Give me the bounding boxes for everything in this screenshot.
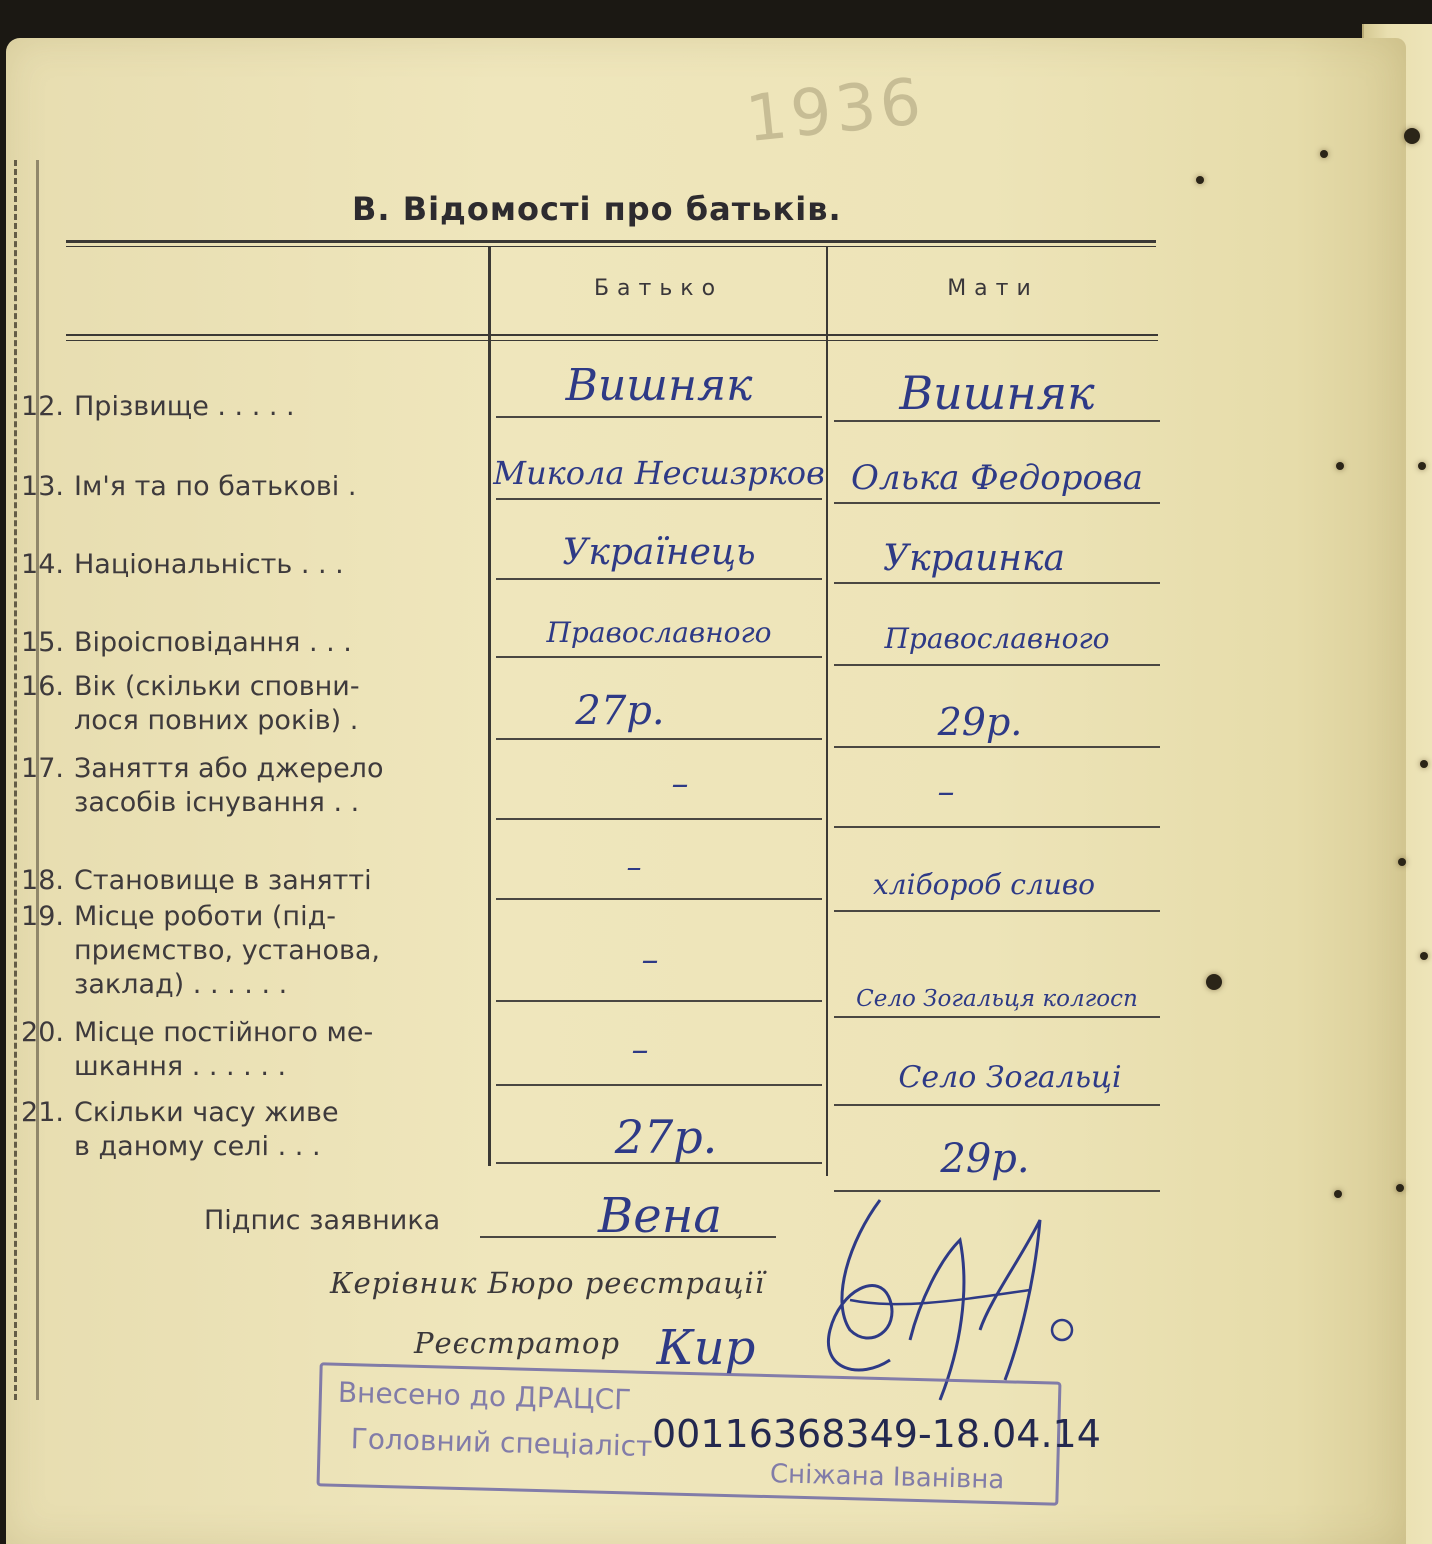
mother-line-18 xyxy=(834,910,1160,912)
punch-hole xyxy=(1404,128,1420,144)
stamp-line-1: Внесено до ДРАЦСГ xyxy=(337,1375,632,1417)
row-label-position: 18. Становище в занятті xyxy=(21,865,372,896)
row-label-age: 16. Вік (скільки сповни- лося повних років) . xyxy=(21,671,360,736)
mother-line-13 xyxy=(834,502,1160,504)
father-line-18 xyxy=(496,898,822,900)
stamp-line-2: Головний спеціаліст xyxy=(350,1422,653,1464)
mother-surname: Вишняк xyxy=(899,366,1095,420)
row-label-nationality: 14. Національність . . . xyxy=(21,549,344,580)
header-bottom-rule xyxy=(66,334,1158,336)
mother-nationality: Украинка xyxy=(883,538,1065,579)
pencil-note: 1936 xyxy=(742,64,929,158)
father-line-17 xyxy=(496,818,822,820)
column-divider-left xyxy=(488,246,491,1166)
applicant-signature: Вена xyxy=(598,1188,722,1244)
punch-hole xyxy=(1320,150,1328,158)
punch-hole xyxy=(1420,952,1428,960)
punch-hole xyxy=(1206,974,1222,990)
row-label-name: 13. Ім'я та по батькові . xyxy=(21,471,357,502)
father-surname: Вишняк xyxy=(565,360,753,411)
section-heading: В. Відомості про батьків. xyxy=(352,190,842,228)
father-residence: – xyxy=(631,1030,649,1070)
mother-position: хлібороб сливо xyxy=(873,868,1095,901)
father-line-12 xyxy=(496,416,822,418)
mother-line-14 xyxy=(834,582,1160,584)
father-name: Микола Несшзрков xyxy=(493,454,825,492)
mother-workplace: Село Зогальця колгосп xyxy=(856,986,1138,1012)
table-top-rule xyxy=(66,240,1156,243)
row-label-workplace: 19. Місце роботи (під- приємство, установа, заклад) . . . . . . xyxy=(21,901,381,1000)
stamp-name: Сніжана Іванівна xyxy=(769,1459,1005,1496)
mother-residence: Село Зогальці xyxy=(898,1060,1122,1095)
father-line-16 xyxy=(496,738,822,740)
father-duration: 27р. xyxy=(614,1110,718,1164)
registrar-label: Реєстратор xyxy=(414,1326,621,1360)
punch-hole xyxy=(1334,1190,1342,1198)
father-line-19 xyxy=(496,1000,822,1002)
punch-hole xyxy=(1398,858,1406,866)
mother-line-17 xyxy=(834,826,1160,828)
mother-column-header: Мати xyxy=(947,276,1039,301)
mother-religion: Православного xyxy=(884,622,1110,655)
applicant-signature-label: Підпис заявника xyxy=(204,1205,441,1236)
punch-hole xyxy=(1420,760,1428,768)
mother-line-19 xyxy=(834,1016,1160,1018)
mother-line-15 xyxy=(834,664,1160,666)
punch-hole xyxy=(1196,176,1204,184)
mother-occupation: – xyxy=(937,772,955,812)
header-bottom-rule-thin xyxy=(66,340,1158,341)
row-label-surname: 12. Прізвище . . . . . xyxy=(21,391,295,422)
father-line-13 xyxy=(496,498,822,500)
father-line-14 xyxy=(496,578,822,580)
father-workplace: – xyxy=(641,940,659,980)
father-nationality: Українець xyxy=(562,532,756,573)
column-divider-right xyxy=(826,246,828,1176)
punch-hole xyxy=(1396,1184,1404,1192)
father-religion: Православного xyxy=(546,616,772,649)
row-label-religion: 15. Віроісповідання . . . xyxy=(21,627,352,658)
mother-line-20 xyxy=(834,1104,1160,1106)
father-age: 27р. xyxy=(575,688,665,734)
father-line-15 xyxy=(496,656,822,658)
registrar-signature: Кир xyxy=(656,1320,756,1376)
mother-line-16 xyxy=(834,746,1160,748)
mother-age: 29р. xyxy=(937,700,1023,744)
father-line-20 xyxy=(496,1084,822,1086)
row-label-duration: 21. Скільки часу живе в даному селі . . . xyxy=(21,1097,339,1162)
punch-hole xyxy=(1336,462,1344,470)
father-column-header: Батько xyxy=(593,276,724,301)
punch-hole xyxy=(1418,462,1426,470)
stamp-number: 00116368349-18.04.14 xyxy=(652,1412,1101,1456)
father-position: – xyxy=(626,850,642,885)
row-label-occupation: 17. Заняття або джерело засобів існування . . xyxy=(21,753,384,818)
father-occupation: – xyxy=(671,764,689,804)
head-of-bureau-label: Керівник Бюро реєстрації xyxy=(330,1266,766,1300)
mother-name: Олька Федорова xyxy=(850,458,1144,498)
mother-line-12 xyxy=(834,420,1160,422)
mother-duration: 29р. xyxy=(940,1136,1030,1182)
table-top-rule-thin xyxy=(66,246,1156,247)
row-label-residence: 20. Місце постійного ме- шкання . . . . . . xyxy=(21,1017,374,1082)
